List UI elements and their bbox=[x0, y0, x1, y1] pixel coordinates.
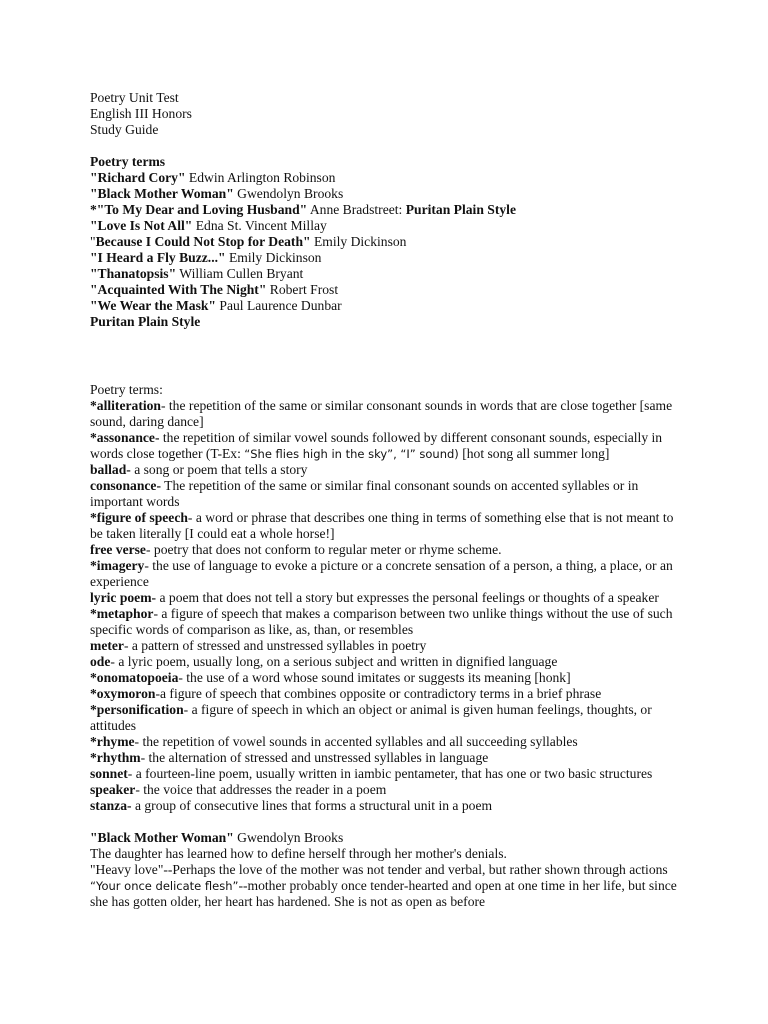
term-meter bbox=[90, 638, 680, 654]
poem-title: "Love Is Not All" bbox=[90, 218, 193, 233]
term-definition: - a figure of speech that makes a comparison between two unlike things without the use of such specific words of comparison as like, as, than, or resembles bbox=[90, 606, 673, 637]
term-label: *assonance- bbox=[90, 430, 160, 445]
term-label: *onomatopoeia bbox=[90, 670, 179, 685]
poem-title: *"To My Dear and Loving Husband" bbox=[90, 202, 308, 217]
poem-section-heading bbox=[90, 830, 680, 846]
poem-title: "Acquainted With The Night" bbox=[90, 282, 267, 297]
list-item bbox=[90, 250, 680, 266]
poem-author: Edna St. Vincent Millay bbox=[192, 218, 327, 233]
list-item bbox=[90, 298, 680, 314]
doc-subtitle: Study Guide bbox=[90, 122, 159, 137]
term-definition: a group of consecutive lines that forms a structural unit in a poem bbox=[131, 798, 493, 813]
term-label: lyric poem- bbox=[90, 590, 157, 605]
poem-author: Emily Dickinson bbox=[310, 234, 407, 249]
term-label: *rhythm bbox=[90, 750, 141, 765]
term-rhyme bbox=[90, 734, 680, 750]
term-ballad bbox=[90, 462, 680, 478]
poem-title: "Richard Cory" bbox=[90, 170, 186, 185]
term-imagery bbox=[90, 558, 680, 590]
term-definition: - a pattern of stressed and unstressed syllables in poetry bbox=[123, 638, 427, 653]
term-label: *metaphor bbox=[90, 606, 154, 621]
poem-author: Robert Frost bbox=[266, 282, 339, 297]
list-item bbox=[90, 218, 680, 234]
term-onomatopoeia bbox=[90, 670, 680, 686]
term-definition: the repetition of similar vowel sounds followed by different consonant sounds, especially in words close together (T-Ex: bbox=[90, 430, 663, 461]
poem-title: "Thanatopsis" bbox=[90, 266, 177, 281]
term-figure-of-speech bbox=[90, 510, 680, 542]
term-rhythm bbox=[90, 750, 680, 766]
list-heading: Poetry terms bbox=[90, 154, 166, 169]
poem-author: William Cullen Bryant bbox=[176, 266, 304, 281]
term-definition: - the repetition of vowel sounds in accented syllables and all succeeding syllables bbox=[134, 734, 578, 749]
doc-title: Poetry Unit Test bbox=[90, 90, 179, 105]
term-personification bbox=[90, 702, 680, 734]
poem-title: "Black Mother Woman" bbox=[90, 186, 234, 201]
term-stanza bbox=[90, 798, 680, 814]
term-label: consonance- bbox=[90, 478, 161, 493]
list-item bbox=[90, 202, 680, 218]
poem-section-author: Gwendolyn Brooks bbox=[233, 830, 344, 845]
term-definition: - a word or phrase that describes one thing in terms of something else that is not meant to be taken literally [I could eat a whole horse!] bbox=[90, 510, 674, 541]
term-free-verse bbox=[90, 542, 680, 558]
poem-note-text: --mother probably once tender-hearted and open at one time in her life, but since she has gotten older, her heart has hardened. She is not as open as before bbox=[90, 878, 677, 909]
doc-course: English III Honors bbox=[90, 106, 192, 121]
term-definition: - poetry that does not conform to regular meter or rhyme scheme. bbox=[145, 542, 502, 557]
term-assonance bbox=[90, 430, 680, 462]
poem-author: Emily Dickinson bbox=[225, 250, 322, 265]
term-definition: - a lyric poem, usually long, on a serious subject and written in dignified language bbox=[110, 654, 558, 669]
poem-author: Edwin Arlington Robinson bbox=[185, 170, 336, 185]
term-label: sonnet bbox=[90, 766, 128, 781]
poem-section-title: "Black Mother Woman" bbox=[90, 830, 234, 845]
term-label: stanza- bbox=[90, 798, 132, 813]
list-item bbox=[90, 266, 680, 282]
term-lyric-poem bbox=[90, 590, 680, 606]
poem-title: Because I Could Not Stop for Death" bbox=[95, 234, 311, 249]
term-label: *rhyme bbox=[90, 734, 135, 749]
term-definition: -a figure of speech that combines opposite or contradictory terms in a brief phrase bbox=[155, 686, 602, 701]
list-item bbox=[90, 234, 680, 250]
term-speaker bbox=[90, 782, 680, 798]
term-label: *oxymoron bbox=[90, 686, 156, 701]
term-label: free verse bbox=[90, 542, 146, 557]
term-label: speaker bbox=[90, 782, 136, 797]
term-definition: - the use of language to evoke a picture or a concrete sensation of a person, a thing, a place, or an experience bbox=[90, 558, 673, 589]
term-label: *personification bbox=[90, 702, 184, 717]
term-label: ballad- bbox=[90, 462, 131, 477]
term-label: *imagery bbox=[90, 558, 145, 573]
term-definition: a poem that does not tell a story but expresses the personal feelings or thoughts of a speaker bbox=[156, 590, 659, 605]
poem-title-prefix: " bbox=[90, 234, 96, 249]
term-alliteration bbox=[90, 398, 680, 430]
term-example: “She flies high in the sky”, “I” sound) bbox=[244, 447, 459, 461]
term-definition: - a fourteen-line poem, usually written in iambic pentameter, that has one or two basic structures bbox=[127, 766, 653, 781]
term-definition: The repetition of the same or similar final consonant sounds on accented syllables or in important words bbox=[90, 478, 639, 509]
term-consonance bbox=[90, 478, 680, 510]
term-label: ode bbox=[90, 654, 111, 669]
list-item bbox=[90, 170, 680, 186]
term-label: meter bbox=[90, 638, 124, 653]
poem-note: The daughter has learned how to define herself through her mother's denials. bbox=[90, 846, 507, 861]
poem-quote: “Your once delicate flesh” bbox=[90, 879, 239, 893]
term-definition: - the repetition of the same or similar consonant sounds in words that are close together [same sound, daring dance] bbox=[90, 398, 673, 429]
poem-style: Puritan Plain Style bbox=[405, 202, 516, 217]
poem-author: Anne Bradstreet: bbox=[307, 202, 406, 217]
term-definition: - the use of a word whose sound imitates or suggests its meaning [honk] bbox=[178, 670, 571, 685]
poem-author: Paul Laurence Dunbar bbox=[215, 298, 342, 313]
term-metaphor bbox=[90, 606, 680, 638]
document-content bbox=[90, 90, 680, 910]
poem-note bbox=[90, 878, 680, 910]
term-ode bbox=[90, 654, 680, 670]
list-item bbox=[90, 282, 680, 298]
poem-author: Gwendolyn Brooks bbox=[233, 186, 344, 201]
term-definition: - a figure of speech in which an object or animal is given human feelings, thoughts, or attitudes bbox=[90, 702, 652, 733]
terms-heading: Poetry terms: bbox=[90, 382, 163, 397]
term-label: *figure of speech bbox=[90, 510, 188, 525]
list-footer: Puritan Plain Style bbox=[90, 314, 201, 329]
term-definition-tail: [hot song all summer long] bbox=[458, 446, 610, 461]
list-item bbox=[90, 186, 680, 202]
term-sonnet bbox=[90, 766, 680, 782]
term-definition: - the alternation of stressed and unstressed syllables in language bbox=[140, 750, 489, 765]
poem-note: "Heavy love"--Perhaps the love of the mother was not tender and verbal, but rather shown through actions bbox=[90, 862, 668, 877]
term-label: *alliteration bbox=[90, 398, 161, 413]
term-oxymoron bbox=[90, 686, 680, 702]
poem-title: "We Wear the Mask" bbox=[90, 298, 216, 313]
poem-title: "I Heard a Fly Buzz..." bbox=[90, 250, 226, 265]
term-definition: a song or poem that tells a story bbox=[130, 462, 308, 477]
term-definition: - the voice that addresses the reader in a poem bbox=[135, 782, 387, 797]
